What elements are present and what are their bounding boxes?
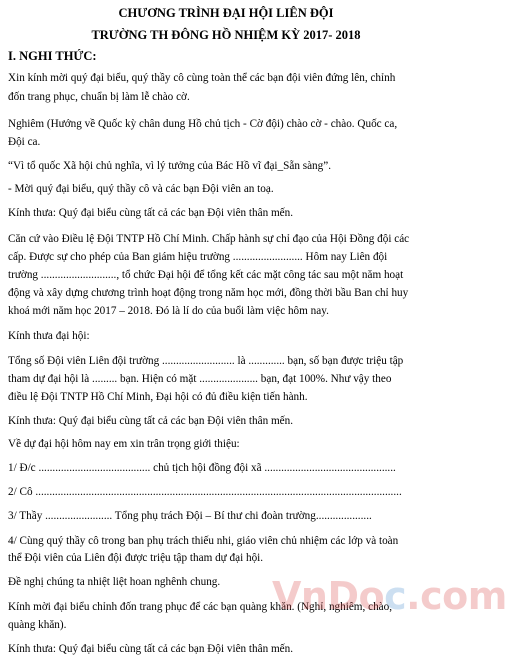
text-line: Đội ca. [8, 136, 41, 148]
text-line: Tổng số Đội viên Liên đội trường .......................... là ............. bạn, số bạn được triệu tập [8, 355, 404, 367]
text-line: Kính thưa đại hội: [8, 330, 90, 342]
text-line: Kính thưa: Quý đại biểu cùng tất cả các bạn Đội viên thân mến. [8, 207, 294, 219]
watermark-part: .com [406, 574, 507, 618]
text-line: cấp. Được sự cho phép của Ban giám hiệu trường ......................... Hôm nay Liên đội [8, 251, 388, 263]
text-line: khoá mới năm học 2017 – 2018. Đó là lí do của buổi làm việc hôm nay. [8, 305, 329, 317]
text-line: Kính mời đại biểu chỉnh đốn trang phục để các bạn quàng khăn. (Nghỉ, nghiêm, chào, [8, 601, 393, 613]
text-line: “Vì tổ quốc Xã hội chủ nghĩa, vì lý tưởng của Bác Hồ vĩ đại_Sẵn sàng”. [8, 160, 331, 172]
document-title-line2: TRƯỜNG TH ĐÔNG HỒ NHIỆM KỲ 2017- 2018 [91, 28, 361, 42]
text-line: quàng khăn). [8, 619, 67, 631]
watermark-part: c [384, 574, 407, 618]
text-line: 1/ Đ/c ........................................ chủ tịch hội đồng đội xã ............................................... [8, 462, 396, 474]
section-heading: I. NGHI THỨC: [8, 49, 97, 63]
text-line: Kính thưa: Quý đại biểu cùng tất cả các bạn Đội viên thân mến. [8, 643, 294, 655]
text-line: trường ..........................., tổ chức Đại hội để tổng kết các mặt công tác sau một năm hoạt [8, 269, 404, 281]
text-line: Về dự đại hội hôm nay em xin trân trọng giới thiệu: [8, 438, 240, 450]
text-line: điều lệ Đội TNTP Hồ Chí Minh, Đại hội có đủ điều kiện tiến hành. [8, 391, 308, 403]
text-line: động và xây dựng chương trình hoạt động trong năm học mới, đồng thời bầu Ban chỉ huy [8, 287, 409, 299]
watermark-part: VnDo [272, 574, 385, 618]
text-line: 2/ Cô ................................................................................................................................... [8, 486, 402, 498]
text-line: đốn trang phục, chuẩn bị làm lễ chào cờ. [8, 91, 190, 103]
text-line: Xin kính mời quý đại biểu, quý thầy cô cùng toàn thể các bạn đội viên đứng lên, chỉnh [8, 72, 396, 84]
text-line: 3/ Thầy ........................ Tổng phụ trách Đội – Bí thư chi đoàn trường.................... [8, 510, 372, 522]
text-line: thể Đội viên của Liên đội được triệu tập tham dự đại hội. [8, 552, 264, 564]
text-line: Kính thưa: Quý đại biểu cùng tất cả các bạn Đội viên thân mến. [8, 415, 294, 427]
text-line: - Mời quý đại biểu, quý thầy cô và các bạn Đội viên an toạ. [8, 183, 274, 195]
text-line: Căn cứ vào Điều lệ Đội TNTP Hồ Chí Minh. Chấp hành sự chỉ đạo của Hội Đồng đội các [8, 233, 410, 245]
text-line: 4/ Cùng quý thầy cô trong ban phụ trách thiếu nhi, giáo viên chủ nhiệm các lớp và toàn [8, 535, 399, 547]
text-line: Nghiêm (Hướng về Quốc kỳ chân dung Hồ chủ tịch - Cờ đội) chào cờ - chào. Quốc ca, [8, 118, 398, 130]
document-title-line1: CHƯƠNG TRÌNH ĐẠI HỘI LIÊN ĐỘI [118, 6, 334, 20]
text-line: Đề nghị chúng ta nhiệt liệt hoan nghênh chung. [8, 576, 221, 588]
text-line: tham dự đại hội là ......... bạn. Hiện có mặt ..................... bạn, đạt 100%. Như vậy theo [8, 373, 392, 385]
